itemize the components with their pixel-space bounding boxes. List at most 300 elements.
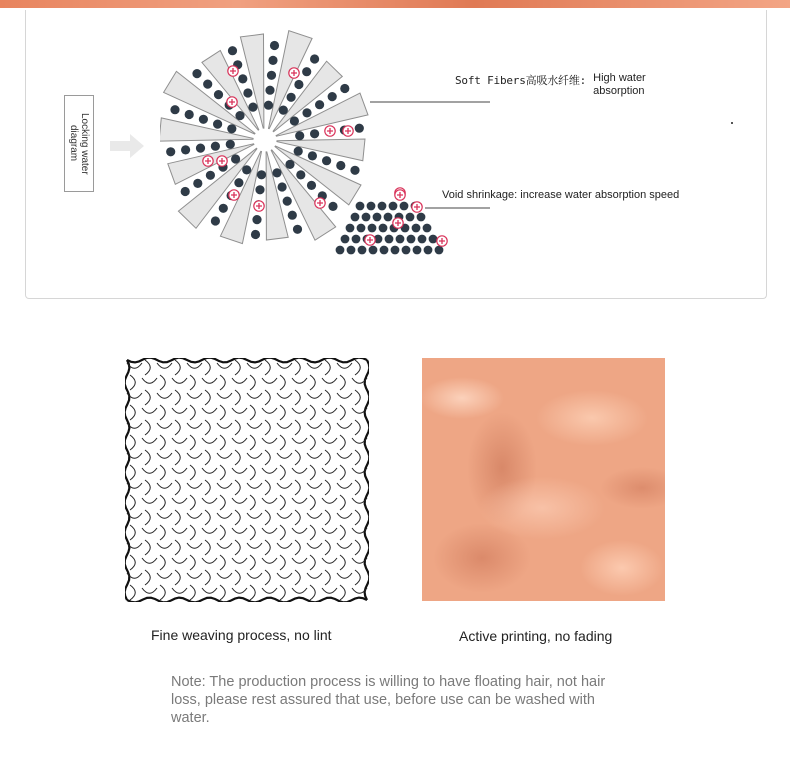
weave-thread: [160, 555, 165, 570]
weave-thread: [157, 393, 172, 398]
water-ball-icon: [196, 144, 205, 153]
weave-thread: [217, 543, 232, 548]
weave-thread: [130, 435, 135, 450]
weave-thread: [202, 558, 217, 563]
weave-thread: [295, 450, 300, 465]
water-ball-icon: [362, 213, 371, 222]
water-ball-icon: [389, 202, 398, 211]
weave-thread: [130, 375, 135, 390]
weave-thread: [325, 450, 330, 465]
weave-thread: [232, 468, 247, 473]
water-ball-icon: [285, 160, 294, 169]
water-ball-icon: [264, 101, 273, 110]
weave-thread: [322, 528, 337, 533]
weave-thread: [202, 468, 217, 473]
water-ball-icon: [214, 90, 223, 99]
weave-thread: [277, 483, 292, 488]
weave-thread: [160, 405, 165, 420]
weave-thread: [157, 363, 172, 368]
weave-thread: [172, 408, 187, 413]
weave-caption: Fine weaving process, no lint: [151, 627, 332, 643]
weave-thread: [325, 360, 330, 375]
weave-thread: [190, 375, 195, 390]
weave-thread: [220, 525, 225, 540]
weave-thread: [325, 570, 330, 585]
weave-thread: [220, 435, 225, 450]
weave-thread: [187, 483, 202, 488]
weave-thread: [280, 405, 285, 420]
weave-thread: [292, 468, 307, 473]
weave-thread: [145, 570, 150, 585]
water-ball-icon: [243, 88, 252, 97]
weave-thread: [175, 450, 180, 465]
weave-thread: [280, 585, 285, 600]
water-ball-icon: [242, 165, 251, 174]
weave-thread: [265, 360, 270, 375]
weave-thread: [187, 423, 202, 428]
water-ball-icon: [378, 202, 387, 211]
weave-thread: [187, 513, 202, 518]
weave-thread: [340, 465, 345, 480]
weave-thread: [247, 423, 262, 428]
weave-thread: [205, 390, 210, 405]
water-ball-icon: [346, 224, 355, 233]
weave-thread: [232, 558, 247, 563]
weave-thread: [295, 360, 300, 375]
weave-thread: [220, 405, 225, 420]
locking-water-label-box: [64, 95, 94, 192]
weave-thread: [262, 528, 277, 533]
water-ball-icon: [340, 84, 349, 93]
water-ball-icon: [357, 224, 366, 233]
weave-thread: [202, 588, 217, 593]
weave-thread: [322, 588, 337, 593]
weave-thread: [187, 453, 202, 458]
water-ball-icon: [406, 213, 415, 222]
weave-thread: [217, 363, 232, 368]
water-ball-icon: [418, 235, 427, 244]
water-ball-icon: [368, 224, 377, 233]
water-ball-icon: [413, 246, 422, 255]
weave-thread: [325, 420, 330, 435]
weave-thread: [202, 498, 217, 503]
weave-thread: [247, 483, 262, 488]
water-ball-icon: [283, 197, 292, 206]
weave-thread: [322, 498, 337, 503]
water-ball-icon: [379, 224, 388, 233]
weave-thread: [355, 570, 360, 585]
water-ball-icon: [181, 145, 190, 154]
weave-thread: [277, 363, 292, 368]
locking-water-label: Locking water diagram: [68, 112, 90, 175]
weave-thread: [355, 420, 360, 435]
weave-thread: [220, 585, 225, 600]
weave-thread: [250, 495, 255, 510]
weave-thread: [130, 405, 135, 420]
weave-thread: [205, 480, 210, 495]
weave-thread: [310, 585, 315, 600]
water-ball-icon: [170, 105, 179, 114]
weave-thread: [292, 408, 307, 413]
weave-thread: [295, 570, 300, 585]
water-ball-icon: [228, 46, 237, 55]
weave-thread: [130, 555, 135, 570]
weave-thread: [262, 558, 277, 563]
high-absorption-label: High water absorption: [593, 72, 646, 97]
weave-thread: [202, 438, 217, 443]
water-ball-icon: [185, 110, 194, 119]
weave-thread: [307, 573, 322, 578]
weave-thread: [217, 483, 232, 488]
weave-thread: [265, 540, 270, 555]
water-ball-icon: [238, 74, 247, 83]
weave-thread: [265, 450, 270, 465]
water-ball-icon: [407, 235, 416, 244]
weave-thread: [250, 555, 255, 570]
weave-thread: [172, 498, 187, 503]
weave-thread: [307, 543, 322, 548]
weave-thread: [145, 390, 150, 405]
weave-thread: [145, 540, 150, 555]
weave-thread: [247, 453, 262, 458]
weave-thread: [355, 510, 360, 525]
fabric-closeup-photo: [422, 358, 665, 601]
weave-thread: [310, 525, 315, 540]
weave-thread: [337, 543, 352, 548]
weave-thread: [175, 510, 180, 525]
water-ball-icon: [402, 246, 411, 255]
weave-thread: [250, 525, 255, 540]
weave-thread: [355, 360, 360, 375]
weave-thread: [145, 420, 150, 435]
water-ball-icon: [351, 213, 360, 222]
weave-thread: [235, 450, 240, 465]
weave-thread: [142, 468, 157, 473]
water-ball-icon: [294, 80, 303, 89]
weave-thread: [337, 363, 352, 368]
weave-thread: [232, 408, 247, 413]
weave-thread: [235, 390, 240, 405]
weave-thread: [325, 390, 330, 405]
weave-thread: [310, 555, 315, 570]
weave-thread: [310, 465, 315, 480]
weave-thread: [205, 360, 210, 375]
weave-thread: [295, 540, 300, 555]
water-ball-icon: [278, 182, 287, 191]
weave-thread: [280, 525, 285, 540]
weave-thread: [145, 480, 150, 495]
water-ball-icon: [255, 185, 264, 194]
weave-thread: [292, 378, 307, 383]
weave-thread: [262, 438, 277, 443]
water-ball-icon: [248, 103, 257, 112]
weave-thread: [295, 390, 300, 405]
weave-thread: [247, 363, 262, 368]
weave-thread: [292, 528, 307, 533]
weave-thread: [190, 465, 195, 480]
weave-thread: [220, 555, 225, 570]
weave-thread: [172, 528, 187, 533]
water-ball-icon: [199, 115, 208, 124]
weave-thread: [277, 453, 292, 458]
weave-thread: [220, 375, 225, 390]
water-ball-icon: [310, 54, 319, 63]
water-ball-icon: [288, 211, 297, 220]
water-ball-icon: [384, 213, 393, 222]
weave-thread: [337, 393, 352, 398]
arrow-right-icon: [108, 131, 148, 161]
weave-border: [127, 598, 367, 602]
weave-thread: [205, 510, 210, 525]
water-ball-icon: [336, 161, 345, 170]
weave-thread: [187, 573, 202, 578]
weave-thread: [172, 378, 187, 383]
water-ball-icon: [347, 246, 356, 255]
water-ball-icon: [257, 170, 266, 179]
water-ball-icon: [181, 187, 190, 196]
water-ball-icon: [267, 71, 276, 80]
weave-thread: [340, 435, 345, 450]
fiber-diagram: [160, 25, 490, 275]
water-ball-icon: [423, 224, 432, 233]
production-note: Note: The production process is willing to have floating hair, not hair loss, please rest assured that use, before use can be washed with water.: [171, 674, 606, 726]
weave-thread: [247, 543, 262, 548]
weave-thread: [340, 405, 345, 420]
weave-thread: [175, 570, 180, 585]
weave-thread: [307, 513, 322, 518]
weave-thread: [292, 498, 307, 503]
weave-thread: [145, 360, 150, 375]
weave-thread: [175, 360, 180, 375]
weave-thread: [217, 423, 232, 428]
top-fabric-strip: [0, 0, 790, 8]
water-ball-icon: [367, 202, 376, 211]
weave-thread: [232, 528, 247, 533]
water-ball-icon: [336, 246, 345, 255]
weave-thread: [280, 465, 285, 480]
water-ball-icon: [396, 235, 405, 244]
weave-thread: [340, 585, 345, 600]
weave-thread: [277, 573, 292, 578]
water-ball-icon: [227, 124, 236, 133]
water-ball-icon: [193, 179, 202, 188]
weave-thread: [160, 585, 165, 600]
water-ball-icon: [295, 131, 304, 140]
water-ball-icon: [252, 215, 261, 224]
weave-thread: [160, 525, 165, 540]
weave-thread: [142, 558, 157, 563]
weave-thread: [247, 573, 262, 578]
weave-thread: [202, 408, 217, 413]
water-ball-icon: [412, 224, 421, 233]
weave-thread: [190, 435, 195, 450]
weave-thread: [160, 435, 165, 450]
water-ball-icon: [341, 235, 350, 244]
weave-thread: [277, 423, 292, 428]
weave-thread: [130, 585, 135, 600]
water-ball-icon: [211, 142, 220, 151]
weave-thread: [205, 570, 210, 585]
weave-thread: [175, 480, 180, 495]
weave-thread: [130, 495, 135, 510]
weave-thread: [337, 453, 352, 458]
weave-thread: [247, 513, 262, 518]
weave-thread: [262, 498, 277, 503]
water-ball-icon: [272, 168, 281, 177]
water-ball-icon: [328, 92, 337, 101]
weave-thread: [172, 558, 187, 563]
water-ball-icon: [352, 235, 361, 244]
soft-fibers-callout: [455, 72, 665, 98]
weave-thread: [295, 510, 300, 525]
weave-thread: [265, 420, 270, 435]
weave-thread: [157, 453, 172, 458]
weave-thread: [220, 465, 225, 480]
weave-thread: [187, 543, 202, 548]
soft-fibers-label: Soft Fibers高吸水纤维:: [455, 74, 587, 87]
weave-thread: [157, 483, 172, 488]
water-ball-icon: [322, 156, 331, 165]
water-ball-icon: [296, 170, 305, 179]
weave-thread: [280, 495, 285, 510]
water-ball-icon: [294, 147, 303, 156]
weave-thread: [250, 405, 255, 420]
weave-pattern-icon: [125, 358, 369, 602]
weave-thread: [337, 483, 352, 488]
weave-thread: [250, 435, 255, 450]
water-ball-icon: [234, 178, 243, 187]
water-ball-icon: [211, 216, 220, 225]
weave-thread: [310, 495, 315, 510]
water-ball-icon: [356, 202, 365, 211]
water-ball-icon: [424, 246, 433, 255]
weave-thread: [307, 483, 322, 488]
water-ball-icon: [307, 181, 316, 190]
weave-thread: [265, 570, 270, 585]
weave-thread: [175, 420, 180, 435]
water-ball-icon: [265, 86, 274, 95]
weave-thread: [232, 588, 247, 593]
water-ball-icon: [290, 116, 299, 125]
weave-thread: [190, 405, 195, 420]
weave-thread: [157, 543, 172, 548]
weave-thread: [322, 438, 337, 443]
water-ball-icon: [373, 213, 382, 222]
weave-border: [365, 360, 369, 600]
weave-thread: [262, 378, 277, 383]
water-ball-icon: [279, 106, 288, 115]
water-ball-icon: [350, 166, 359, 175]
weave-thread: [292, 438, 307, 443]
water-ball-icon: [302, 67, 311, 76]
weave-thread: [160, 465, 165, 480]
weave-thread: [337, 573, 352, 578]
weave-thread: [322, 558, 337, 563]
water-ball-icon: [302, 108, 311, 117]
weave-thread: [175, 540, 180, 555]
water-ball-icon: [268, 56, 277, 65]
weave-thread: [187, 363, 202, 368]
water-ball-icon: [206, 171, 215, 180]
weave-thread: [277, 513, 292, 518]
weave-thread: [355, 540, 360, 555]
weave-thread: [145, 450, 150, 465]
weave-thread: [307, 393, 322, 398]
weave-thread: [145, 510, 150, 525]
water-ball-icon: [429, 235, 438, 244]
water-ball-icon: [219, 204, 228, 213]
weave-thread: [235, 420, 240, 435]
water-ball-icon: [203, 80, 212, 89]
water-ball-icon: [310, 129, 319, 138]
weave-thread: [172, 468, 187, 473]
weave-thread: [235, 540, 240, 555]
weave-thread: [250, 375, 255, 390]
weave-thread: [355, 390, 360, 405]
weave-thread: [307, 423, 322, 428]
weave-thread: [262, 588, 277, 593]
weave-thread: [295, 420, 300, 435]
water-ball-icon: [308, 151, 317, 160]
weave-thread: [280, 375, 285, 390]
weave-thread: [217, 393, 232, 398]
water-ball-icon: [435, 246, 444, 255]
weave-thread: [130, 525, 135, 540]
weave-thread: [340, 495, 345, 510]
weave-thread: [202, 528, 217, 533]
weave-thread: [295, 480, 300, 495]
weave-border: [127, 358, 367, 362]
weave-thread: [232, 498, 247, 503]
weave-thread: [142, 378, 157, 383]
water-ball-icon: [391, 246, 400, 255]
weave-thread: [190, 495, 195, 510]
weave-thread: [190, 525, 195, 540]
water-ball-icon: [355, 124, 364, 133]
weave-thread: [325, 480, 330, 495]
weave-thread: [172, 438, 187, 443]
weave-thread: [310, 435, 315, 450]
water-ball-icon: [192, 69, 201, 78]
weave-thread: [250, 585, 255, 600]
weave-thread: [157, 573, 172, 578]
weave-thread: [265, 480, 270, 495]
weave-thread: [172, 588, 187, 593]
weave-thread: [235, 570, 240, 585]
water-ball-icon: [226, 140, 235, 149]
weave-border: [125, 360, 129, 600]
weave-thread: [355, 480, 360, 495]
weave-thread: [337, 423, 352, 428]
weave-thread: [142, 438, 157, 443]
weave-thread: [310, 375, 315, 390]
weave-thread: [265, 510, 270, 525]
weave-thread: [307, 363, 322, 368]
weave-thread: [205, 540, 210, 555]
weave-thread: [307, 453, 322, 458]
water-ball-icon: [270, 41, 279, 50]
weave-thread: [310, 405, 315, 420]
water-ball-icon: [166, 147, 175, 156]
weave-thread: [262, 408, 277, 413]
weave-thread: [265, 390, 270, 405]
weave-thread: [130, 465, 135, 480]
water-ball-icon: [287, 93, 296, 102]
water-ball-icon: [328, 202, 337, 211]
weave-thread: [322, 378, 337, 383]
stray-dot: [731, 122, 733, 124]
weave-thread: [235, 510, 240, 525]
